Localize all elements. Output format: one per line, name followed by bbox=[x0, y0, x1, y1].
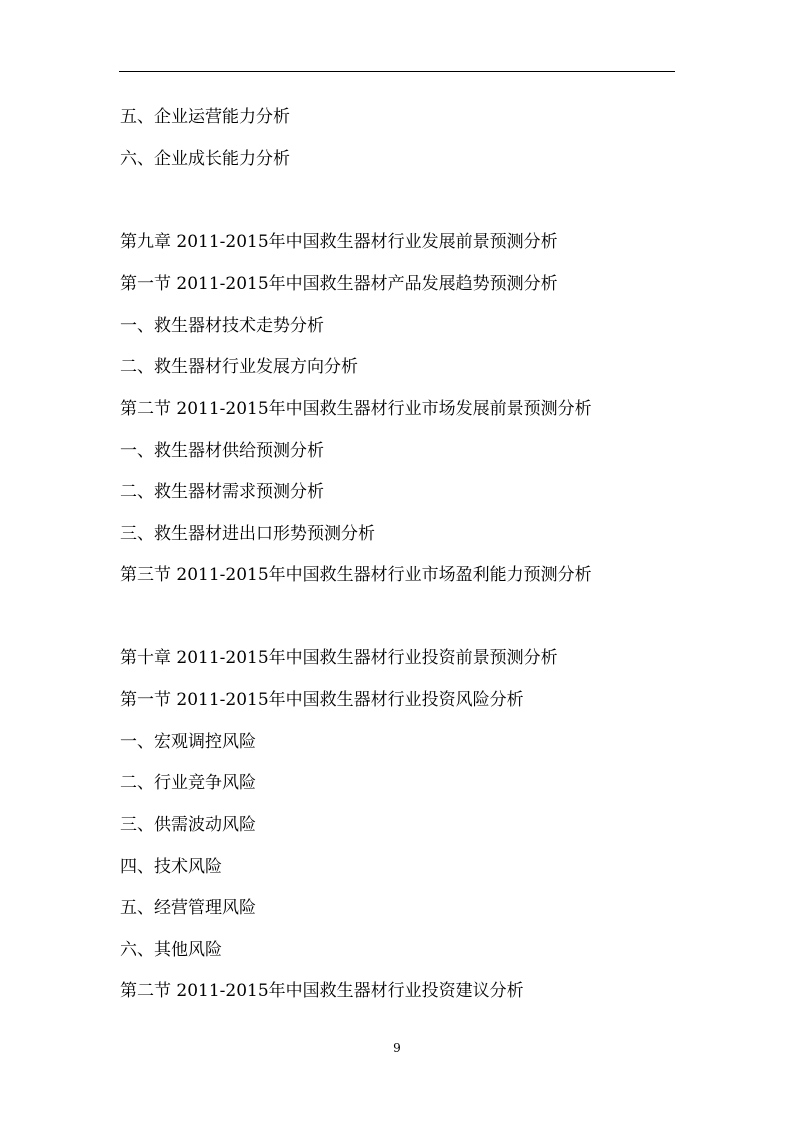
toc-item-technology-risk: 四、技术风险 bbox=[120, 857, 222, 877]
toc-line-operating-capability: 五、企业运营能力分析 bbox=[120, 107, 290, 127]
toc-item-import-export-forecast: 三、救生器材进出口形势预测分析 bbox=[120, 524, 375, 544]
toc-section-9-2: 第二节 2011-2015年中国救生器材行业市场发展前景预测分析 bbox=[120, 399, 592, 419]
toc-section-9-1: 第一节 2011-2015年中国救生器材产品发展趋势预测分析 bbox=[120, 274, 558, 294]
toc-item-management-risk: 五、经营管理风险 bbox=[120, 898, 256, 918]
toc-item-development-direction: 二、救生器材行业发展方向分析 bbox=[120, 357, 358, 377]
toc-item-supply-demand-risk: 三、供需波动风险 bbox=[120, 815, 256, 835]
toc-line-growth-capability: 六、企业成长能力分析 bbox=[120, 149, 290, 169]
toc-chapter-10-heading: 第十章 2011-2015年中国救生器材行业投资前景预测分析 bbox=[120, 648, 558, 668]
toc-chapter-9-heading: 第九章 2011-2015年中国救生器材行业发展前景预测分析 bbox=[120, 232, 558, 252]
page-number: 9 bbox=[393, 1041, 401, 1055]
toc-item-supply-forecast: 一、救生器材供给预测分析 bbox=[120, 441, 324, 461]
toc-item-technology-trend: 一、救生器材技术走势分析 bbox=[120, 316, 324, 336]
toc-item-macro-control-risk: 一、宏观调控风险 bbox=[120, 732, 256, 752]
toc-section-10-2: 第二节 2011-2015年中国救生器材行业投资建议分析 bbox=[120, 981, 524, 1001]
toc-item-competition-risk: 二、行业竞争风险 bbox=[120, 773, 256, 793]
toc-section-9-3: 第三节 2011-2015年中国救生器材行业市场盈利能力预测分析 bbox=[120, 565, 592, 585]
toc-item-other-risk: 六、其他风险 bbox=[120, 940, 222, 960]
header-rule bbox=[119, 71, 675, 72]
toc-item-demand-forecast: 二、救生器材需求预测分析 bbox=[120, 482, 324, 502]
toc-section-10-1: 第一节 2011-2015年中国救生器材行业投资风险分析 bbox=[120, 690, 524, 710]
